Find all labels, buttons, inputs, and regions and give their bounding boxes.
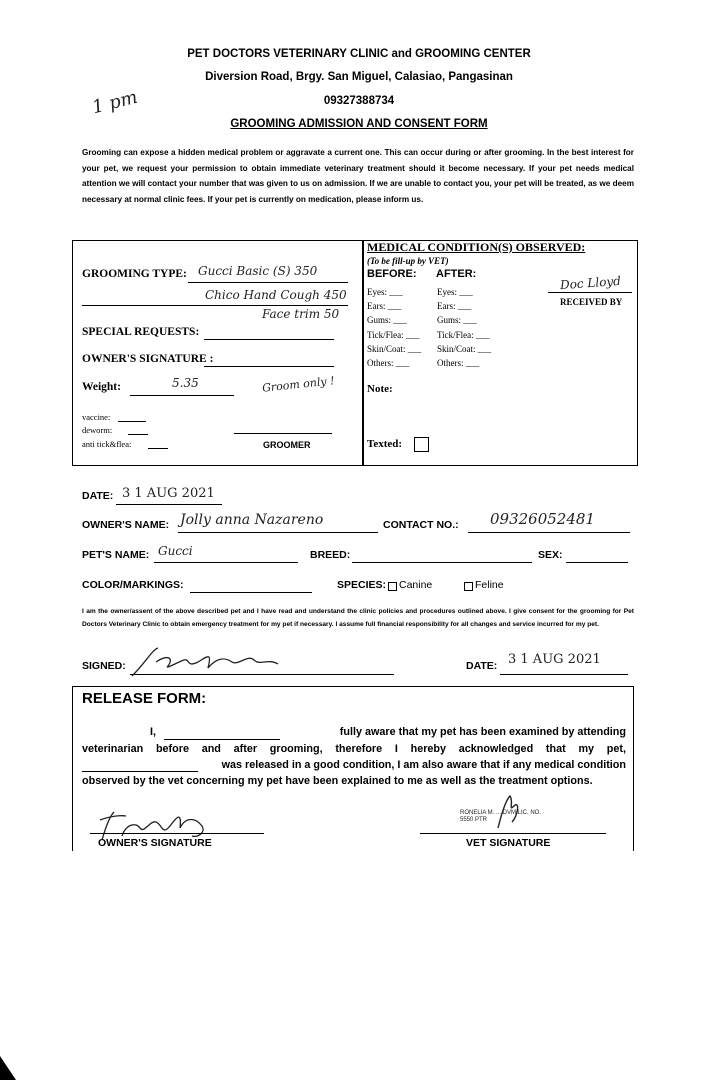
- contact-value: 09326052481: [490, 510, 595, 528]
- breed-label: BREED:: [310, 549, 351, 561]
- after-item[interactable]: Gums: ___: [437, 315, 477, 326]
- before-item[interactable]: Skin/Coat: ___: [367, 343, 422, 354]
- contact-field[interactable]: [468, 532, 630, 533]
- after-item[interactable]: Eyes: ___: [437, 287, 473, 297]
- vaccine-label: vaccine:: [82, 412, 111, 422]
- received-by-line: [548, 292, 632, 293]
- after-item[interactable]: Others: ___: [437, 358, 480, 369]
- special-requests-label: SPECIAL REQUESTS:: [82, 326, 200, 338]
- clinic-name: PET DOCTORS VETERINARY CLINIC and GROOMING CENTER: [187, 48, 531, 60]
- owner-name-label: OWNER'S NAME:: [82, 519, 170, 531]
- sex-label: SEX:: [538, 549, 563, 561]
- date-value: 3 1 AUG 2021: [122, 486, 215, 501]
- signed-date-label: DATE:: [466, 660, 498, 672]
- before-item[interactable]: Ears: ___: [367, 301, 402, 312]
- pet-name-label: PET'S NAME:: [82, 549, 150, 561]
- after-list: [437, 285, 491, 370]
- sex-field[interactable]: [566, 562, 628, 563]
- intro-paragraph: Grooming can expose a hidden medical problem or aggravate a current one. This can occur during or after grooming. In the best interest for your pet, we request your permission to obtain immediate veterinary treatment should it become necessary. If your pet needs medical attention we will contact your number that was given to us on admission. If we are unable to contact you, your pet will be treated, as we deem necessary at normal clinic fees. If your pet is currently on medication, please inform us.: [82, 148, 634, 204]
- texted-checkbox[interactable]: [414, 437, 429, 452]
- clinic-phone: 09327388734: [323, 95, 395, 107]
- anti-tick-field[interactable]: [148, 448, 168, 449]
- release-owner-name-field[interactable]: [164, 739, 280, 740]
- vet-sign-line: [420, 833, 606, 834]
- grooming-type-line1[interactable]: Gucci Basic (S) 350: [198, 264, 318, 278]
- after-item[interactable]: Ears: ___: [437, 301, 472, 312]
- clinic-address: Diversion Road, Brgy. San Miguel, Calasiao, Pangasinan: [205, 71, 513, 83]
- form-title: GROOMING ADMISSION AND CONSENT FORM: [230, 118, 488, 130]
- vet-signature-image: [494, 792, 524, 832]
- release-p2: veterinarian before and after grooming, therefore I hereby acknowledged that my pet,: [82, 743, 626, 755]
- canine-option: Canine: [399, 579, 433, 591]
- medical-subtitle: (To be fill-up by VET): [367, 256, 449, 266]
- release-title: RELEASE FORM:: [82, 690, 207, 707]
- release-owner-sig-label: OWNER'S SIGNATURE: [98, 837, 212, 849]
- species-label: SPECIES:: [337, 579, 387, 591]
- handwritten-time: 1 pm: [90, 86, 140, 119]
- owner-signature-label: OWNER'S SIGNATURE :: [82, 353, 214, 365]
- deworm-label: deworm:: [82, 425, 113, 435]
- release-p3: was released in a good condition, I am also aware that if any medical condition: [221, 759, 626, 771]
- consent-paragraph: I am the owner/assent of the above described pet and I have read and understand the clinic policies and procedures outlined above. I give consent for the grooming for Pet Doctors Veterinary Clinic to obtain emergency treatment for my pet if necessary. I assume full financial responsibility for all changes and service incurred for my pet.: [82, 608, 634, 628]
- feline-checkbox[interactable]: [464, 582, 473, 591]
- special-requests-field[interactable]: [204, 339, 334, 340]
- grooming-type-line: [188, 282, 348, 283]
- box-divider: [362, 240, 364, 466]
- groomer-sign-line: [234, 433, 332, 434]
- groomer-label: GROOMER: [263, 440, 311, 450]
- release-p1-i: I,: [150, 726, 156, 738]
- received-by-name: Doc Lloyd: [559, 273, 622, 293]
- owner-signature-field[interactable]: [204, 366, 334, 367]
- weight-label: Weight:: [82, 381, 121, 393]
- owner-name-field[interactable]: [178, 532, 378, 533]
- after-label: AFTER:: [436, 268, 477, 280]
- after-item[interactable]: Skin/Coat: ___: [437, 343, 492, 354]
- vet-stamp: RONELIA M. ... DVM LIC. NO. 5550 PTR: [460, 810, 542, 823]
- medical-title: MEDICAL CONDITION(S) OBSERVED:: [367, 240, 586, 254]
- grooming-type-line3[interactable]: Face trim 50: [262, 307, 340, 321]
- vet-sig-label: VET SIGNATURE: [466, 837, 551, 849]
- deworm-field[interactable]: [128, 434, 148, 435]
- before-list: [367, 285, 421, 370]
- feline-option: Feline: [475, 579, 504, 591]
- breed-field[interactable]: [352, 562, 532, 563]
- pet-name-value: Gucci: [158, 544, 193, 558]
- release-pet-name-field[interactable]: [82, 771, 198, 772]
- anti-tick-label: anti tick&flea:: [82, 439, 132, 449]
- note-label: Note:: [367, 383, 393, 395]
- pet-name-field[interactable]: [154, 562, 298, 563]
- weight-value: 5.35: [172, 376, 199, 390]
- canine-checkbox[interactable]: [388, 582, 397, 591]
- signed-label: SIGNED:: [82, 660, 126, 672]
- signed-date-field[interactable]: [500, 674, 628, 675]
- texted-label: Texted:: [367, 438, 403, 450]
- weight-field[interactable]: [130, 395, 234, 396]
- owner-signature-image: [128, 644, 288, 680]
- grooming-type-line-2: [82, 305, 348, 306]
- color-markings-label: COLOR/MARKINGS:: [82, 579, 184, 591]
- before-item[interactable]: Gums: ___: [367, 315, 407, 326]
- release-p4: observed by the vet concerning my pet have been explained to me as well as the treatment options.: [82, 775, 593, 787]
- date-field[interactable]: [116, 504, 222, 505]
- grooming-type-line2[interactable]: Chico Hand Cough 450: [205, 288, 347, 302]
- after-item[interactable]: Tick/Flea: ___: [437, 329, 490, 340]
- contact-label: CONTACT NO.:: [383, 519, 459, 531]
- weight-note: Groom only !: [261, 374, 336, 395]
- release-p1-rest: fully aware that my pet has been examined by attending: [339, 726, 626, 738]
- before-item[interactable]: Eyes: ___: [367, 287, 403, 297]
- before-label: BEFORE:: [367, 268, 417, 280]
- before-item[interactable]: Others: ___: [367, 358, 410, 369]
- vaccine-field[interactable]: [118, 421, 146, 422]
- date-label: DATE:: [82, 490, 114, 502]
- owner-name-value: Jolly anna Nazareno: [180, 512, 324, 528]
- color-markings-field[interactable]: [190, 592, 312, 593]
- release-owner-sign-line: [90, 833, 264, 834]
- scan-corner-mark: [0, 1056, 20, 1080]
- received-by-label: RECEIVED BY: [560, 297, 623, 307]
- signed-date-value: 3 1 AUG 2021: [508, 652, 601, 667]
- grooming-type-label: GROOMING TYPE:: [82, 268, 187, 280]
- before-item[interactable]: Tick/Flea: ___: [367, 329, 420, 340]
